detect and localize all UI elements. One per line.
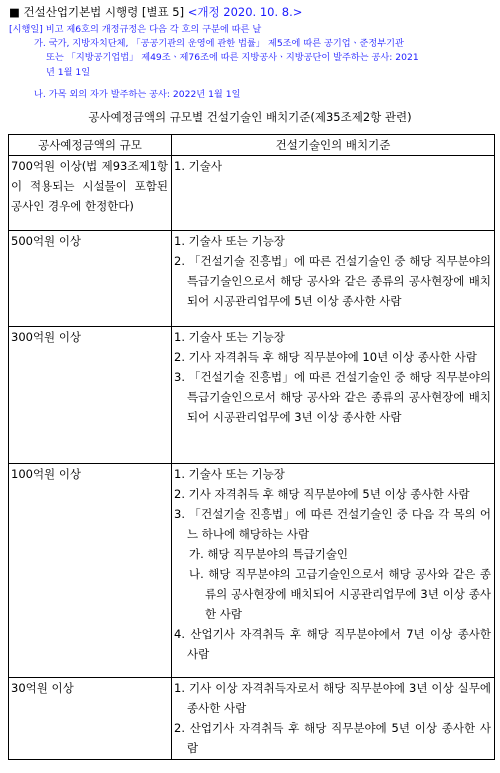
standard-cell <box>172 231 495 327</box>
scale-cell: 300억원 이상 <box>9 327 172 464</box>
standard-cell <box>172 327 495 464</box>
bullet-square: ■ <box>9 5 20 19</box>
effective-date-note-ga-cont: 또는 「지방공기업법」 제49조ㆍ제76조에 따른 지방공사ㆍ지방공단이 발주하는 공사: 2021 <box>46 52 419 63</box>
scale-cell: 100억원 이상 <box>9 464 172 678</box>
document-header <box>9 4 302 20</box>
effective-date-note: [시행일] 비고 제6호의 개정규정은 다음 각 호의 구분에 따른 날 <box>9 24 262 35</box>
table-row <box>9 678 495 760</box>
table-row <box>9 231 495 327</box>
standard-item: 1. 기술사 <box>174 159 222 173</box>
table-row <box>9 464 495 678</box>
document-title-line: 건설산업기본법 시행령 [별표 5] <box>23 5 185 19</box>
standard-cell <box>172 678 495 760</box>
table-row <box>9 156 495 231</box>
effective-date-note-ga: 가. 국가, 지방자치단체, 「공공기관의 운영에 관한 법률」 제5조에 따른 공기업ㆍ준정부기관 <box>34 38 404 49</box>
table-row <box>9 327 495 464</box>
header-standard: 건설기술인의 배치기준 <box>172 135 495 156</box>
standard-item: 1. 기술사 또는 기능장 <box>174 234 285 248</box>
standard-subitem: 가. 해당 직무분야의 특급기술인 <box>189 547 349 561</box>
scale-cell: 700억원 이상(법 제93조제1항이 적용되는 시설물이 포함된 공사인 경우에 한정한다) <box>9 156 172 231</box>
scale-cell: 30억원 이상 <box>9 678 172 760</box>
standard-item: 2. 산업기사 자격취득 후 해당 직무분야에 5년 이상 종사한 사람 <box>174 721 491 755</box>
standard-item: 3. 「건설기술 진흥법」에 따른 건설기술인 중 해당 직무분야의 특급기술인으로서 해당 공사와 같은 종류의 공사현장에 배치되어 시공관리업무에 3년 이상 종사한 사람 <box>174 370 491 424</box>
effective-date-note-na: 나. 가목 외의 자가 발주하는 공사: 2022년 1월 1일 <box>34 89 241 100</box>
placement-standards-table <box>8 134 495 760</box>
header-scale: 공사예정금액의 규모 <box>9 135 172 156</box>
scale-cell: 500억원 이상 <box>9 231 172 327</box>
table-header-row <box>9 135 495 156</box>
standard-item: 2. 「건설기술 진흥법」에 따른 건설기술인 중 해당 직무분야의 특급기술인으로서 해당 공사와 같은 종류의 공사현장에 배치되어 시공관리업무에 5년 이상 종사한 사람 <box>174 254 491 308</box>
standard-cell <box>172 464 495 678</box>
effective-date-note-ga-cont2: 년 1월 1일 <box>46 67 91 78</box>
table-title: 공사예정금액의 규모별 건설기술인 배치기준(제35조제2항 관련) <box>88 110 412 124</box>
standard-subitem: 나. 해당 직무분야의 고급기술인으로서 해당 공사와 같은 종류의 공사현장에 배치되어 시공관리업무에 3년 이상 종사한 사람 <box>189 567 491 621</box>
standard-item: 2. 기사 자격취득 후 해당 직무분야에 10년 이상 종사한 사람 <box>174 350 477 364</box>
standard-cell <box>172 156 495 231</box>
standard-item: 3. 「건설기술 진흥법」에 따른 건설기술인 중 다음 각 목의 어느 하나에 해당하는 사람 <box>174 507 491 541</box>
standard-item: 1. 기술사 또는 기능장 <box>174 330 285 344</box>
standard-item: 1. 기술사 또는 기능장 <box>174 467 285 481</box>
standard-item: 1. 기사 이상 자격취득자로서 해당 직무분야에 3년 이상 실무에 종사한 사람 <box>174 681 491 715</box>
standard-item: 4. 산업기사 자격취득 후 해당 직무분야에서 7년 이상 종사한 사람 <box>174 627 491 661</box>
standard-item: 2. 기사 자격취득 후 해당 직무분야에 5년 이상 종사한 사람 <box>174 487 470 501</box>
amendment-date: <개정 2020. 10. 8.> <box>187 5 303 19</box>
